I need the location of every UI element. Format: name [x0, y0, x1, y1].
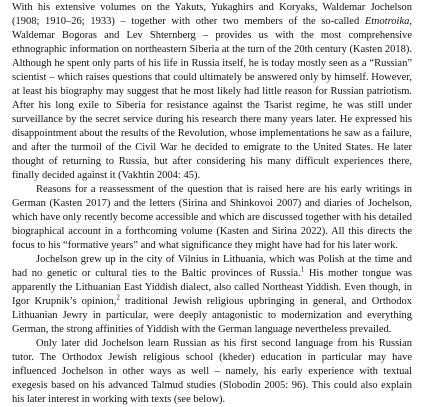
footnote-marker: 1 — [300, 265, 305, 274]
text-run: , Waldemar Bogoras and Lev Shternberg – provides us with the most comprehensive ethnographic information on northeastern Siberia at the turn of the 20th century (Kasten 2018). Although he spent only parts of his life in Russia itself, he is today mostly seen as a “Russian” scientist – which raises questions that could ultimately be answered only by himself. However, at least his biography may suggest that he most likely had little reason for Russian patriotism. After his long exile to Siberia for resistance against the Tsarist regime, he was still under surveillance by the secret service during his research there many years later. He expressed his disappointment about the results of the Revolution, whose implementations he saw as a failure, and after the turmoil of the Civil War he decided to emigrate to the United States. He later thought of returning to Russia, but after considering his many difficult experiences there, finally decided against it (Vakhtin 2004: 45). — [12, 16, 412, 181]
text-run: Only later did Jochelson learn Russian as his first second language from his Russian tutor. The Orthodox Jewish religious school (kheder) education in particular may have influenced Jochelson in other ways as well – namely, his early experience with textual exegesis based on his advanced Talmud studies (Slobodin 2005: 96). This could also explain his later interest in working with texts (see below). — [12, 338, 412, 405]
article-body — [12, 0, 412, 407]
text-run: Reasons for a reassessment of the question that is raised here are his early writings in German (Kasten 2017) and the letters (Sirina and Shinkovoi 2007) and diaries of Jochelson, which have only recently become accessible and which are discussed together with his detailed biographical account in a forthcoming volume (Kasten and Sirina 2022). All this directs the focus to his “formative years” and what significance they might have had for his later work. — [12, 184, 412, 251]
italic-term: Etnotroika — [364, 16, 410, 27]
text-run: His mother tongue was apparently the Lithuanian East Yiddish dialect, also called Northeast Yiddish. Even though, in Igor Krupnik’s opinion, — [12, 268, 412, 307]
text-run: With his extensive volumes on the Yakuts, Yukaghirs and Koryaks, Waldemar Jochelson (1908; 1910–26; 1933) – together with other two members of the so-called — [12, 2, 412, 27]
footnote-marker: 2 — [116, 293, 120, 302]
paragraph — [12, 183, 412, 253]
paragraph — [12, 253, 412, 337]
paragraph — [12, 337, 412, 407]
text-run: Jochelson grew up in the city of Vilnius in Lithuania, which was Polish at the time and had no genetic or cultural ties to the Baltic provinces of Russia. — [12, 254, 412, 279]
text-run: traditional Jewish religious upbringing in general, and Orthodox Lithuanian Jewry in particular, were deeply antagonistic to modernization and everything German, the strong affinities of Yiddish with the German language nevertheless prevailed. — [12, 296, 412, 335]
paragraph — [12, 1, 412, 183]
